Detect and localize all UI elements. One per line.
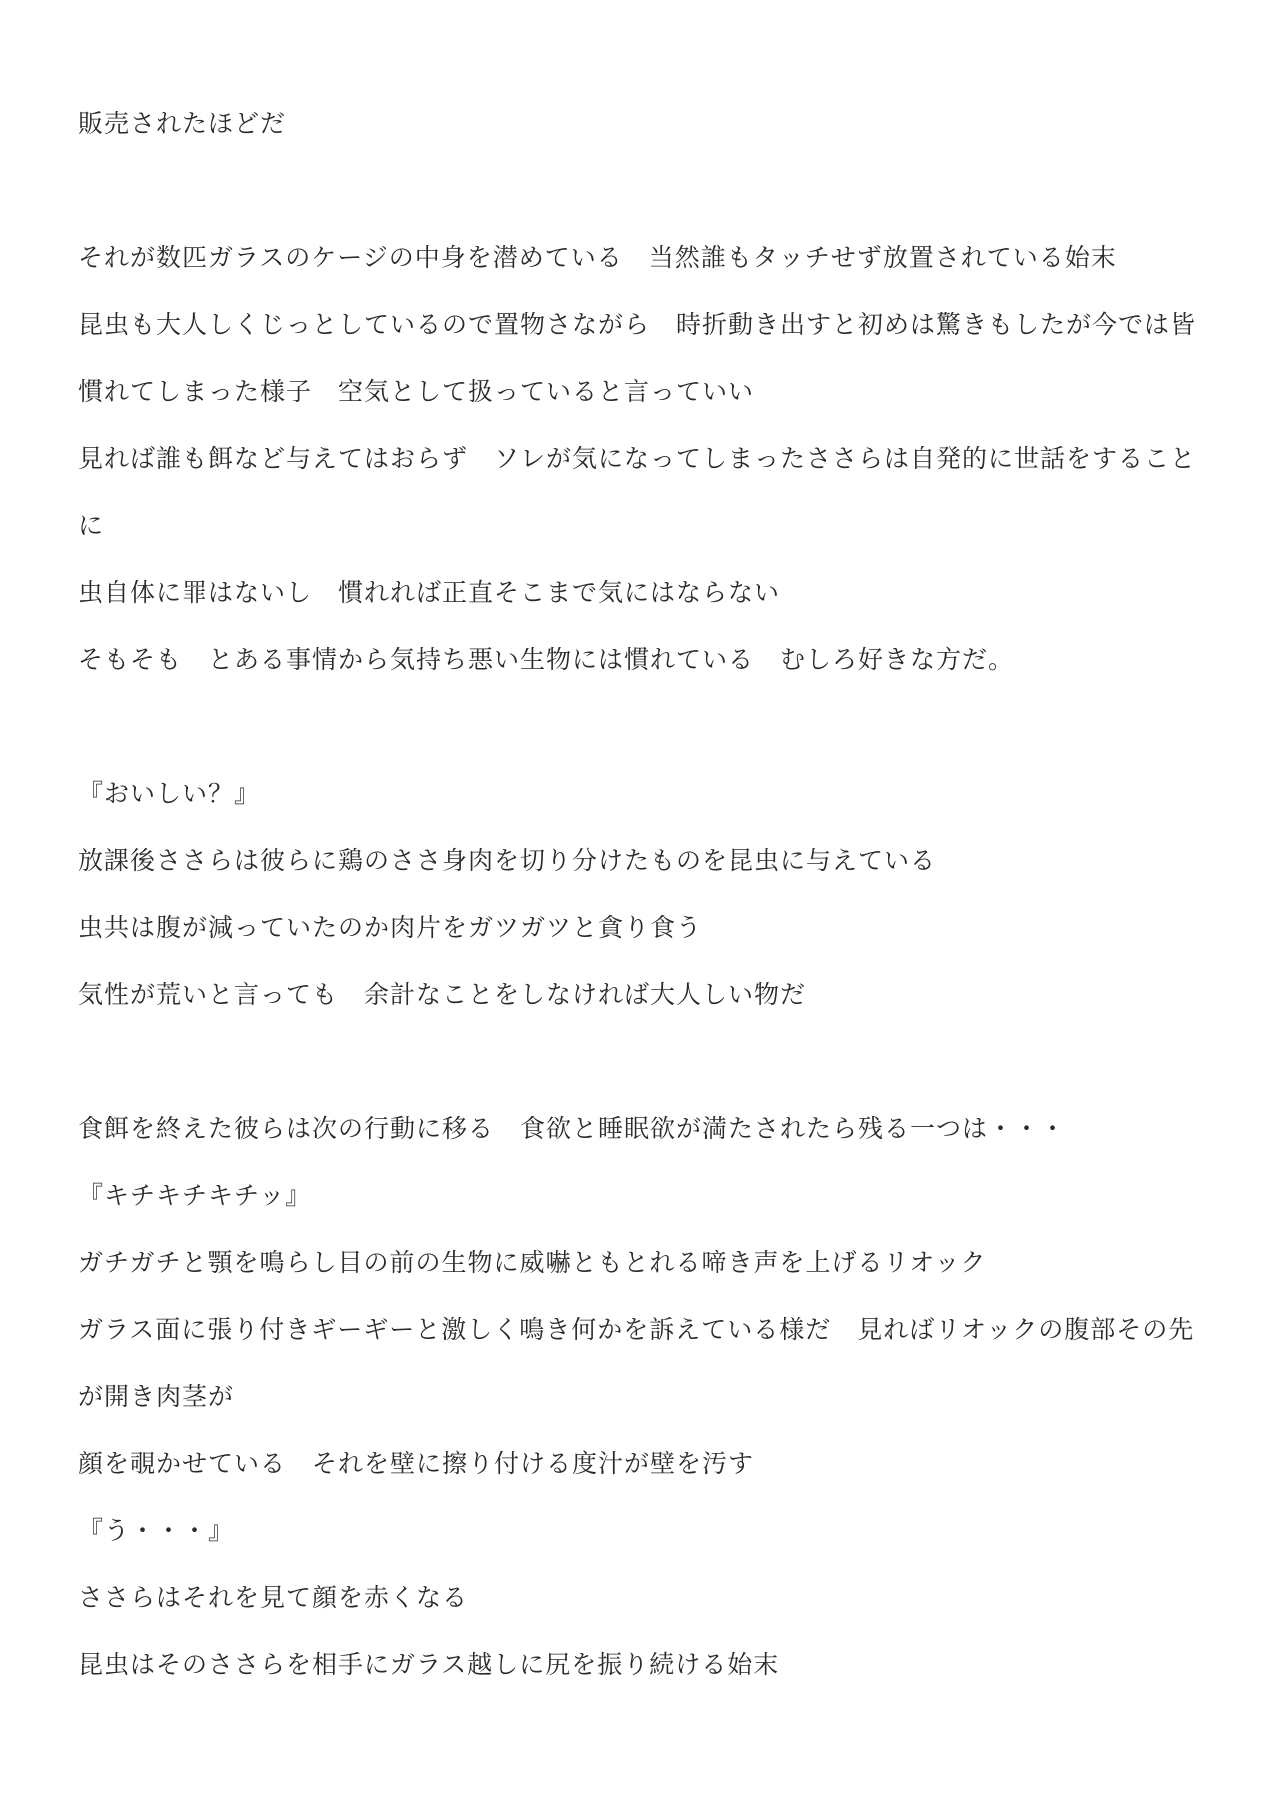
text-line: 昆虫も大人しくじっとしているので置物さながら 時折動き出すと初めは驚きもしたが今では皆 xyxy=(78,310,1197,339)
text-line: 販売されたほどだ xyxy=(78,109,287,138)
text-line: ガチガチと顎を鳴らし目の前の生物に威嚇ともとれる啼き声を上げるリオック xyxy=(78,1248,987,1277)
text-line: そもそも とある事情から気持ち悪い生物には慣れている むしろ好きな方だ。 xyxy=(78,645,1015,674)
text-line: ガラス面に張り付きギーギーと激しく鳴き何かを訴えている様だ 見ればリオックの腹部その先 xyxy=(78,1315,1195,1344)
text-line: 昆虫はそのささらを相手にガラス越しに尻を振り続ける始末 xyxy=(78,1650,780,1679)
text-line: に xyxy=(78,511,105,540)
text-line: 気性が荒いと言っても 余計なことをしなければ大人しい物だ xyxy=(78,980,807,1009)
document-body xyxy=(78,90,1208,1698)
dialogue-line: 『おいしい？』 xyxy=(78,779,261,808)
text-line: 顔を覗かせている それを壁に擦り付ける度汁が壁を汚す xyxy=(78,1449,755,1478)
blank-line xyxy=(78,1028,1208,1095)
text-line: ささらはそれを見て顔を赤くなる xyxy=(78,1583,469,1612)
text-line: 虫共は腹が減っていたのか肉片をガツガツと貪り食う xyxy=(78,913,703,942)
text-line: 放課後ささらは彼らに鶏のささ身肉を切り分けたものを昆虫に与えている xyxy=(78,846,937,875)
text-line: 慣れてしまった様子 空気として扱っていると言っていい xyxy=(78,377,755,406)
blank-line xyxy=(78,693,1208,760)
dialogue-line: 『う・・・』 xyxy=(78,1516,235,1545)
text-line: 虫自体に罪はないし 慣れれば正直そこまで気にはならない xyxy=(78,578,781,607)
text-line: 見れば誰も餌など与えてはおらず ソレが気になってしまったささらは自発的に世話をすること xyxy=(78,444,1197,473)
blank-line xyxy=(78,157,1208,224)
text-line: 食餌を終えた彼らは次の行動に移る 食欲と睡眠欲が満たされたら残る一つは・・・ xyxy=(78,1114,1067,1143)
dialogue-line: 『キチキチキチッ』 xyxy=(78,1181,312,1210)
text-line: それが数匹ガラスのケージの中身を潜めている 当然誰もタッチせず放置されている始末 xyxy=(78,243,1117,272)
text-line: が開き肉茎が xyxy=(78,1382,235,1411)
